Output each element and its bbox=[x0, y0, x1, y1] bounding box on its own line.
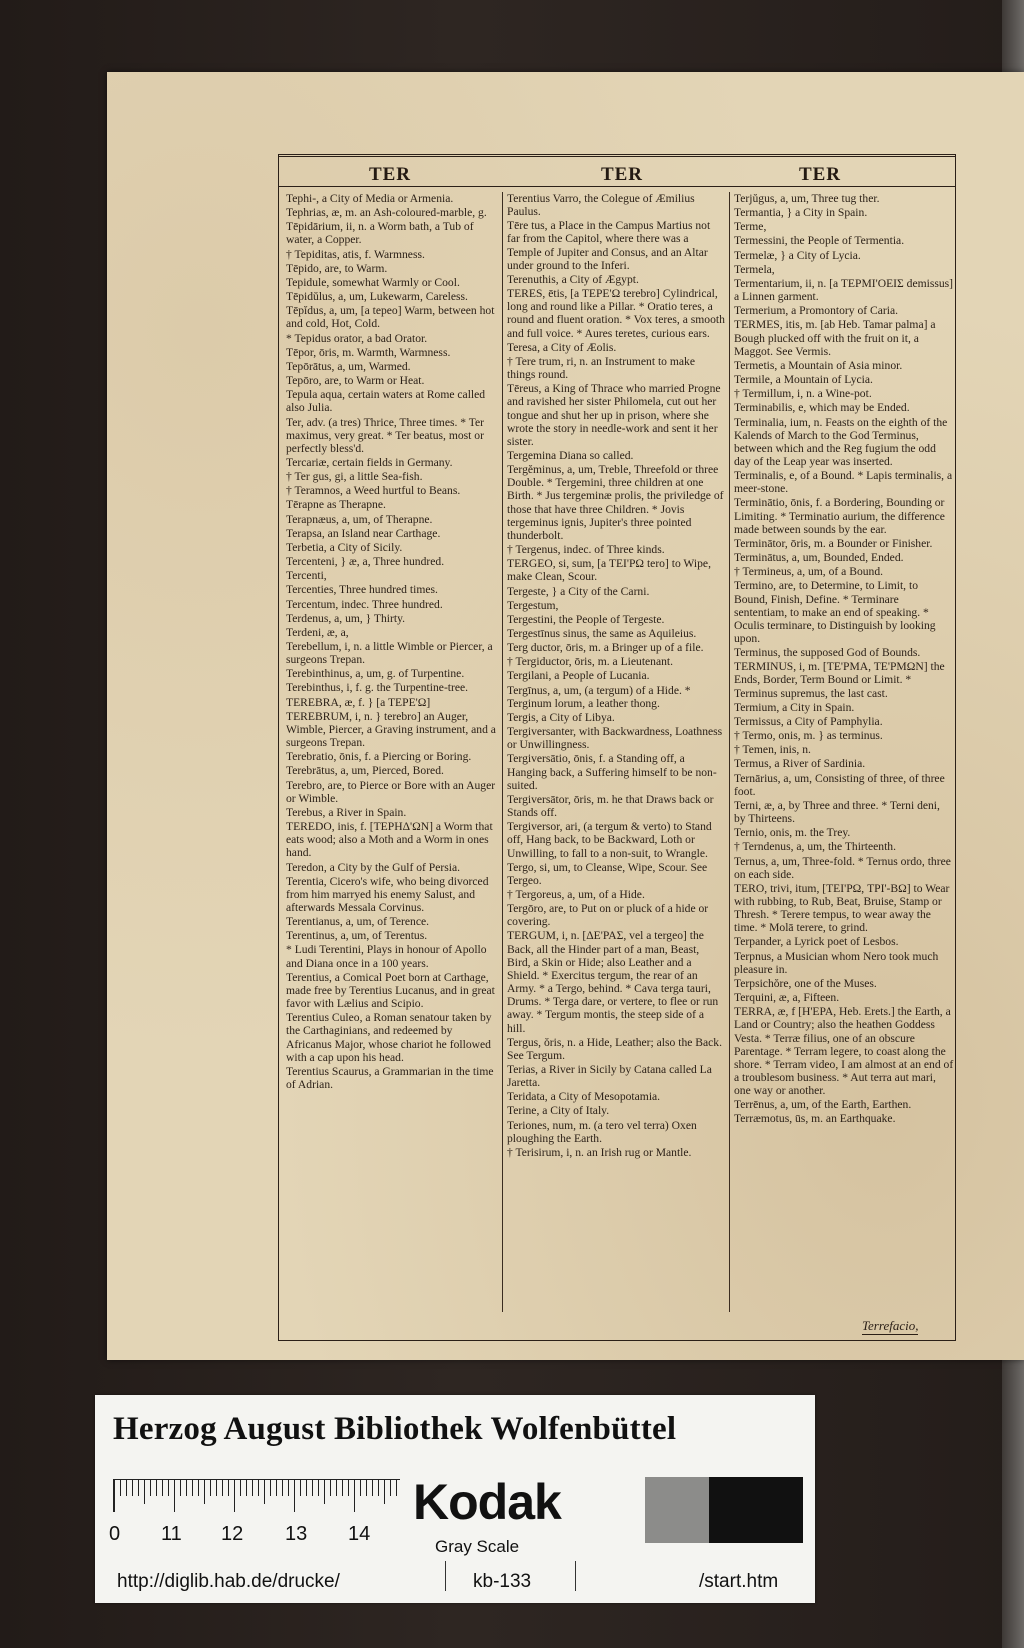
ruler-tick bbox=[192, 1480, 193, 1496]
dictionary-entry: Tergus, ŏris, n. a Hide, Leather; also the Back. See Tergum. bbox=[507, 1035, 723, 1062]
dictionary-entry: TERRA, æ, f [H'EPA, Heb. Erets.] the Earth, a Land or Country; also the heathen Goddess Vesta. * Terræ filius, one of an obscure Parentage. * Terram legere, to coast along the shore. * Terram video, I am almost at an end of a troublesom business. * Aut terra aut mari, one way or another. bbox=[734, 1005, 954, 1098]
dictionary-entry: TERGEO, si, sum, [a TEI'PΩ tero] to Wipe, make Clean, Scour. bbox=[507, 557, 711, 584]
ruler-tick bbox=[288, 1480, 289, 1496]
dictionary-entry: Tercariæ, certain fields in Germany. bbox=[286, 455, 453, 469]
dictionary-entry: Terias, a River in Sicily by Catana called La Jaretta. bbox=[507, 1063, 712, 1090]
ruler-label-12: 12 bbox=[221, 1523, 244, 1545]
dictionary-entry: Tēpido, are, to Warm. bbox=[286, 261, 388, 275]
ruler-tick bbox=[150, 1480, 151, 1496]
ruler-tick bbox=[318, 1480, 319, 1496]
dictionary-entry: Terebrātus, a, um, Pierced, Bored. bbox=[286, 764, 444, 778]
ruler-tick bbox=[342, 1480, 343, 1496]
dictionary-entry: Tergemina Diana so called. bbox=[507, 448, 634, 462]
ruler-tick bbox=[198, 1480, 199, 1496]
dictionary-entry: Termile, a Mountain of Lycia. bbox=[734, 373, 873, 387]
dictionary-entry: Terebro, are, to Pierce or Bore with an Auger or Wimble. bbox=[286, 778, 496, 805]
dictionary-entry: † Tergoreus, a, um, of a Hide. bbox=[507, 887, 645, 901]
dictionary-entry: † Terisirum, i, n. an Irish rug or Mantle. bbox=[507, 1145, 692, 1159]
ruler-label-11: 11 bbox=[161, 1523, 182, 1545]
ruler-tick bbox=[138, 1480, 139, 1496]
running-head-middle: TER bbox=[600, 164, 644, 185]
dictionary-entry: † Termineus, a, um, of a Bound. bbox=[734, 565, 884, 579]
dictionary-entry: Tercenties, Three hundred times. bbox=[286, 583, 438, 597]
dictionary-entry: Terdeni, æ, a, bbox=[286, 625, 349, 639]
dictionary-entry: Tergeste, } a City of the Carni. bbox=[507, 584, 650, 598]
start-path: /start.htm bbox=[699, 1571, 779, 1592]
dictionary-entry: Terine, a City of Italy. bbox=[507, 1104, 610, 1118]
catchword: Terrefacio, bbox=[862, 1318, 919, 1333]
ruler-tick bbox=[168, 1480, 169, 1496]
dictionary-entry: Tēreus, a King of Thrace who married Progne and ravished her sister Philomela, cut out her tongue and shut her up in prison, where she wrote the story in needle-work and sent it her sister. bbox=[507, 382, 721, 448]
dictionary-entry: Terrēnus, a, um, of the Earth, Earthen. bbox=[734, 1098, 912, 1112]
dictionary-entry: † Ter gus, gi, a little Sea-fish. bbox=[286, 470, 423, 484]
ruler-tick bbox=[276, 1480, 277, 1496]
dictionary-entry: † Tere trum, ri, n. an Instrument to make things round. bbox=[507, 354, 695, 382]
dictionary-entry: Tergiversātor, ōris, m. he that Draws back or Stands off. bbox=[507, 792, 714, 820]
dictionary-entry: Ternio, onis, m. the Trey. bbox=[734, 826, 851, 840]
dictionary-entry: Terni, æ, a, by Three and three. * Terni deni, by Thirteens. bbox=[734, 798, 940, 826]
dictionary-entry: Termelæ, } a City of Lycia. bbox=[734, 248, 861, 262]
dictionary-entry: TEREBRUM, i, n. } terebro] an Auger, Wimble, Piercer, a Graving instrument, and a surgeons Trepan. bbox=[286, 709, 496, 750]
kodak-logo: Kodak bbox=[413, 1474, 561, 1530]
ruler-tick bbox=[132, 1480, 133, 1496]
dictionary-entry: TEREBRA, æ, f. } [a TEPE'Ω] bbox=[286, 695, 431, 709]
ruler-tick bbox=[294, 1480, 295, 1512]
ruler-tick bbox=[366, 1480, 367, 1496]
dictionary-entry: Tergiversor, ari, (a tergum & verto) to Stand off, Hang back, to be Backward, Loth or Unwilling, to fall to a non-suit, to Wrangle. bbox=[507, 820, 712, 860]
ruler-tick bbox=[336, 1480, 337, 1496]
ruler-label-13: 13 bbox=[285, 1523, 308, 1545]
dictionary-entry: Tergōro, are, to Put on or pluck of a hide or covering. bbox=[507, 902, 709, 929]
dictionary-entry: † Termo, onis, m. } as terminus. bbox=[734, 729, 883, 743]
ruler-label-14: 14 bbox=[348, 1523, 371, 1545]
ruler-tick bbox=[264, 1480, 265, 1504]
dictionary-entry: Tercenteni, } æ, a, Three hundred. bbox=[286, 555, 445, 569]
dictionary-entry: TERO, trivi, itum, [TEI'PΩ, TPI'-BΩ] to Wear with rubbing, to Rub, Beat, Bruise, Stamp or Thresh. * Terere tempus, to wear away the time. * Molā terere, to grind. bbox=[734, 881, 950, 935]
ruler-tick bbox=[174, 1480, 175, 1512]
dictionary-entry: Termino, are, to Determine, to Limit, to Bound, Finish, Define. * Terminare sententiam, to make an end of speaking. * Oculis terminare, to Distinguish by looking upon. bbox=[734, 579, 936, 645]
dictionary-entry: Terapsa, an Island near Carthage. bbox=[286, 526, 441, 540]
dictionary-entry: TERMINUS, i, m. [TE'PMA, TE'PMΩN] the Ends, Border, Term Bound or Limit. * Terminus supremus, the last cast. bbox=[734, 660, 945, 700]
dictionary-entry: Termetis, a Mountain of Asia minor. bbox=[734, 358, 903, 372]
ruler-tick bbox=[228, 1480, 229, 1496]
dictionary-entry: Tēpor, ōris, m. Warmth, Warmness. bbox=[286, 345, 451, 359]
dictionary-entry: Terg ductor, ōris, m. a Bringer up of a file. bbox=[507, 641, 704, 655]
gray-swatch bbox=[645, 1477, 709, 1543]
dictionary-entry: † Temen, inis, n. bbox=[734, 743, 811, 757]
dictionary-entry: Terminātor, ōris, m. a Bounder or Finisher. bbox=[734, 536, 933, 550]
dictionary-entry: Terenuthis, a City of Ægypt. bbox=[507, 272, 639, 286]
ruler-tick bbox=[216, 1480, 217, 1496]
dictionary-entry: Termissus, a City of Pamphylia. bbox=[734, 714, 883, 728]
ruler-tick bbox=[222, 1480, 223, 1496]
dictionary-entry: Termessini, the People of Termentia. bbox=[734, 234, 905, 248]
ruler-tick bbox=[156, 1480, 157, 1496]
dictionary-entry: Teresa, a City of Æolis. bbox=[507, 340, 617, 354]
dictionary-entry: † Tepiditas, atis, f. Warmness. bbox=[286, 247, 425, 261]
dictionary-entry: Tephrias, æ, m. an Ash-coloured-marble, g. bbox=[286, 206, 487, 220]
dictionary-entry: † Terndenus, a, um, the Thirteenth. bbox=[734, 840, 897, 854]
dictionary-entry: Termium, a City in Spain. bbox=[734, 700, 855, 714]
dictionary-entry: Terminalis, e, of a Bound. * Lapis terminalis, a meer-stone. bbox=[734, 469, 953, 496]
column-middle bbox=[502, 192, 725, 1312]
dictionary-entry: Terdenus, a, um, } Thirty. bbox=[286, 611, 406, 625]
dictionary-entry: Teredon, a City by the Gulf of Persia. bbox=[286, 860, 461, 874]
divider bbox=[445, 1561, 446, 1591]
ruler-tick bbox=[396, 1480, 397, 1496]
dictionary-entry: Terquini, æ, a, Fifteen. bbox=[734, 991, 840, 1005]
dictionary-entry: * Tepidus orator, a bad Orator. bbox=[286, 331, 428, 345]
ruler-tick bbox=[372, 1480, 373, 1496]
dictionary-entry: TERGUM, i, n. [ΔE'PAΣ, vel a tergeo] the Back, all the Hinder part of a man, Beast, Bird, a Skin or Hide; also Leather and a Shield. * Exercitus tergum, the rear of an Army. * a Tergo, behind. * Cava terga tauri, Drums. * Terga dare, or vertere, to flee or run away. * Tergum montis, the steep side of a hill. bbox=[507, 929, 719, 1035]
ruler-tick bbox=[180, 1480, 181, 1496]
dictionary-entry: Teridata, a City of Mesopotamia. bbox=[507, 1090, 661, 1104]
ruler-tick bbox=[252, 1480, 253, 1496]
dictionary-entry: Tepula aqua, certain waters at Rome called also Julia. bbox=[286, 388, 486, 415]
ruler-tick bbox=[246, 1480, 247, 1496]
scale-ruler bbox=[113, 1479, 400, 1512]
dictionary-entry: Terentianus, a, um, of Terence. bbox=[286, 915, 430, 929]
dictionary-entry: TERMES, itis, m. [ab Heb. Tamar palma] a Bough plucked off with the fruit on it, a Maggot. See Vermis. bbox=[734, 318, 936, 358]
ruler-tick bbox=[384, 1480, 385, 1504]
ruler-tick bbox=[324, 1480, 325, 1504]
ruler-tick bbox=[282, 1480, 283, 1496]
dictionary-entry: Terjŭgus, a, um, Three tug ther. bbox=[734, 192, 880, 205]
dictionary-entry: Terapnæus, a, um, of Therapne. bbox=[286, 512, 433, 526]
dictionary-entry: Termela, bbox=[734, 262, 775, 276]
dictionary-entry: Terebus, a River in Spain. bbox=[286, 805, 407, 819]
dictionary-entry: Terentius Varro, the Colegue of Æmilius Paulus. bbox=[507, 192, 695, 219]
dictionary-entry: Terpsichŏre, one of the Muses. bbox=[734, 976, 877, 990]
ruler-label-0: 0 bbox=[109, 1523, 121, 1545]
dictionary-entry: Terpnus, a Musician whom Nero took much pleasure in. bbox=[734, 949, 939, 976]
dictionary-entry: Tepidule, somewhat Warmly or Cool. bbox=[286, 275, 460, 289]
dictionary-entry: * Ludi Terentini, Plays in honour of Apollo and Diana once in a 100 years. bbox=[286, 943, 487, 970]
ruler-tick bbox=[120, 1480, 121, 1496]
library-title: Herzog August Bibliothek Wolfenbüttel bbox=[113, 1411, 677, 1447]
shelfmark: kb-133 bbox=[473, 1571, 532, 1592]
ruler-tick bbox=[186, 1480, 187, 1496]
dictionary-entry: Termerium, a Promontory of Caria. bbox=[734, 304, 899, 318]
dictionary-entry: Tergis, a City of Libya. bbox=[507, 710, 615, 724]
dictionary-entry: Tercenti, bbox=[286, 569, 327, 583]
dictionary-entry: Termantia, } a City in Spain. bbox=[734, 206, 868, 220]
ruler-tick bbox=[210, 1480, 211, 1496]
running-head-right: TER bbox=[798, 164, 842, 185]
dictionary-entry: Tergiversanter, with Backwardness, Loathness or Unwillingness. bbox=[507, 725, 723, 752]
dictionary-entry: Terminātus, a, um, Bounded, Ended. bbox=[734, 551, 904, 565]
ruler-tick bbox=[300, 1480, 301, 1496]
column-right bbox=[729, 192, 954, 1312]
dictionary-entry: † Tergenus, indec. of Three kinds. bbox=[507, 543, 665, 557]
ruler-tick bbox=[360, 1480, 361, 1496]
dictionary-entry: Tergĕminus, a, um, Treble, Threefold or three Double. * Tergemini, three children at one Birth. * Jus tergeminæ prolis, the priviledge of those that have three Children. * Jovis tergeminus ignis, Jupiter's three pointed thunderbolt. bbox=[507, 463, 724, 542]
dictionary-entry: TERES, ētis, [a TEPE'Ω terebro] Cylindrical, long and round like a Pillar. * Oratio teres, a round and fluent oration. * Vox teres, a smooth and full voice. * Aures teretes, curious ears. bbox=[507, 287, 725, 340]
dictionary-entry: Terbetia, a City of Sicily. bbox=[286, 540, 403, 554]
ruler-tick bbox=[330, 1480, 331, 1496]
dictionary-entry: Tēpĭdus, a, um, [a tepeo] Warm, between hot and cold, Hot, Cold. bbox=[286, 304, 495, 331]
ruler-tick bbox=[306, 1480, 307, 1496]
dictionary-entry: Terpander, a Lyrick poet of Lesbos. bbox=[734, 935, 899, 949]
dictionary-entry: Terebinthinus, a, um, g. of Turpentine. bbox=[286, 667, 465, 681]
dictionary-entry: Terebratio, ōnis, f. a Piercing or Boring. bbox=[286, 750, 472, 764]
dictionary-entry: Ternārius, a, um, Consisting of three, of three foot. bbox=[734, 771, 945, 798]
dictionary-entry: Tepōro, are, to Warm or Heat. bbox=[286, 374, 425, 388]
divider bbox=[575, 1561, 576, 1591]
dictionary-entry: Terme, bbox=[734, 220, 767, 234]
dictionary-entry: Tephi-, a City of Media or Armenia. bbox=[286, 192, 454, 205]
dictionary-entry: Terentius, a Comical Poet born at Carthage, made free by Terentius Lucanus, and in great favor with Lælius and Scipio. bbox=[286, 970, 495, 1011]
dictionary-entry: Tercentum, indec. Three hundred. bbox=[286, 597, 443, 611]
dictionary-entry: Terentia, Cicero's wife, who being divorced from him marryed his enemy Salust, and afterwards Messala Corvinus. bbox=[286, 874, 489, 914]
ruler-tick bbox=[348, 1480, 349, 1496]
library-url: http://diglib.hab.de/drucke/ bbox=[117, 1571, 340, 1592]
dictionary-entry: Tēre tus, a Place in the Campus Martius not far from the Capitol, where there was a Temple of Jupiter and Consus, and an Altar under ground to the Inferi. bbox=[507, 219, 711, 272]
ruler-tick bbox=[204, 1480, 205, 1504]
ruler-tick bbox=[378, 1480, 379, 1496]
ruler-tick bbox=[390, 1480, 391, 1496]
ruler-tick bbox=[240, 1480, 241, 1496]
dictionary-entry: Terræmotus, ūs, m. an Earthquake. bbox=[734, 1112, 896, 1126]
dictionary-entry: † Teramnos, a Weed hurtful to Beans. bbox=[286, 484, 461, 498]
black-swatch bbox=[709, 1477, 803, 1543]
dictionary-entry: † Tergiductor, ōris, m. a Lieutenant. bbox=[507, 655, 674, 669]
dictionary-entry: Tergīnus, a, um, (a tergum) of a Hide. * Terginum lorum, a leather thong. bbox=[507, 683, 691, 710]
dictionary-entry: Tergestīnus sinus, the same as Aquileius. bbox=[507, 627, 697, 640]
dictionary-entry: Terentius Scaurus, a Grammarian in the time of Adrian. bbox=[286, 1064, 494, 1091]
dictionary-entry: Termentarium, ii, n. [a TEPMI'OEIΣ demissus] a Linnen garment. bbox=[734, 276, 954, 304]
dictionary-entry: Terminalia, ium, n. Feasts on the eighth of the Kalends of March to the God Terminus, between which and the Reg fugium the odd day of the Leap year was inserted. bbox=[734, 415, 948, 468]
target-card bbox=[95, 1395, 815, 1603]
dictionary-entry: Ternus, a, um, Three-fold. * Ternus ordo, three on each side. bbox=[734, 854, 951, 881]
dictionary-entry: Termus, a River of Sardinia. bbox=[734, 757, 866, 771]
gray-scale-label: Gray Scale bbox=[435, 1537, 520, 1556]
dictionary-entry: Ter, adv. (a tres) Thrice, Three times. * Ter maximus, very great. * Ter beatus, most or perfectly bless'd. bbox=[286, 415, 485, 455]
ruler-tick bbox=[312, 1480, 313, 1496]
dictionary-entry: Tergilani, a People of Lucania. bbox=[507, 669, 650, 683]
ruler-tick bbox=[234, 1480, 235, 1512]
dictionary-entry: Terentius Culeo, a Roman senatour taken by the Carthaginians, and redeemed by Africanus Major, whose chariot he followed with a cap upon his head. bbox=[286, 1011, 492, 1064]
dictionary-entry: Terminabilis, e, which may be Ended. bbox=[734, 401, 910, 415]
dictionary-entry: Tergestini, the People of Tergeste. bbox=[507, 612, 665, 626]
dictionary-entry: Tēpidŭlus, a, um, Lukewarm, Careless. bbox=[286, 290, 468, 304]
dictionary-entry: Terminus, the supposed God of Bounds. bbox=[734, 646, 921, 660]
running-head-left: TER bbox=[368, 164, 412, 185]
dictionary-entry: Terebellum, i, n. a little Wimble or Piercer, a surgeons Trepan. bbox=[286, 640, 493, 667]
ruler-tick bbox=[114, 1480, 115, 1512]
ruler-tick bbox=[162, 1480, 163, 1496]
ruler-tick bbox=[126, 1480, 127, 1496]
dictionary-entry: Terminātio, ōnis, f. a Bordering, Bounding or Limiting. * Terminatio aurium, the difference made between sounds by the ear. bbox=[734, 496, 945, 536]
dictionary-entry: Terentinus, a, um, of Terentus. bbox=[286, 929, 428, 943]
dictionary-entry: Tergiversātio, ōnis, f. a Standing off, a Hanging back, a Suffering himself to be non-suited. bbox=[507, 752, 717, 792]
dictionary-entry: Terebinthus, i, f. g. the Turpentine-tree. bbox=[286, 681, 469, 695]
dictionary-entry: Tergo, si, um, to Cleanse, Wipe, Scour. See Tergeo. bbox=[507, 860, 708, 887]
ruler-tick bbox=[144, 1480, 145, 1504]
dictionary-entry: Tērapne as Therapne. bbox=[286, 498, 386, 512]
dictionary-entry: Tepōrātus, a, um, Warmed. bbox=[286, 359, 411, 373]
dictionary-entry: † Termillum, i, n. a Wine-pot. bbox=[734, 387, 872, 401]
dictionary-entry: Tēpidārium, ii, n. a Worm bath, a Tub of water, a Copper. bbox=[286, 220, 474, 247]
ruler-tick bbox=[258, 1480, 259, 1496]
ruler-tick bbox=[354, 1480, 355, 1512]
dictionary-entry: Teriones, num, m. (a tero vel terra) Oxen ploughing the Earth. bbox=[507, 1118, 697, 1145]
ruler-tick bbox=[270, 1480, 271, 1496]
dictionary-entry: Tergestum, bbox=[507, 598, 559, 612]
column-left bbox=[286, 192, 496, 1312]
dictionary-entry: TEREDO, inis, f. [TEPHΔ'ΩN] a Worm that eats wood; also a Moth and a Worm in ones hand. bbox=[286, 820, 493, 860]
